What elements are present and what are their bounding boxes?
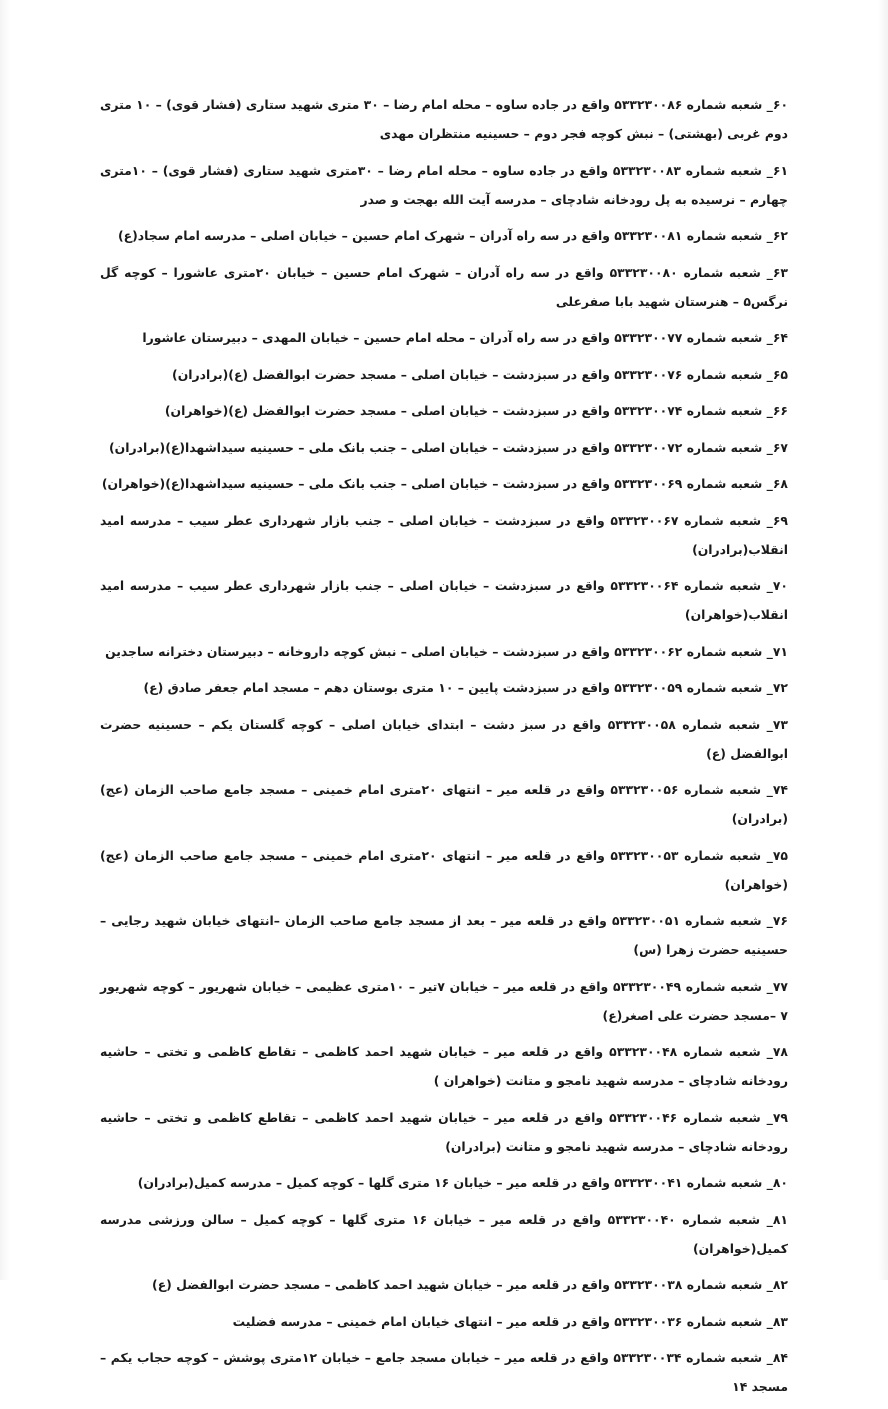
- list-item: ۷۶_ شعبه شماره ۵۳۳۲۳۰۰۵۱ واقع در قلعه میر – بعد از مسجد جامع صاحب الزمان –انتهای خیابان شهید رجایی – حسینیه حضرت زهرا (س): [100, 913, 788, 957]
- list-item: ۷۷_ شعبه شماره ۵۳۳۲۳۰۰۴۹ واقع در قلعه میر – خیابان ۷تیر – ۱۰متری عظیمی – خیابان شهریور – کوچه شهریور ۷ –مسجد حضرت علی اصغر(ع): [100, 978, 788, 1023]
- list-item: ۶۸_ شعبه شماره ۵۳۳۲۳۰۰۶۹ واقع در سبزدشت – خیابان اصلی – جنب بانک ملی – حسینیه سیداشهدا(ع)(خواهران): [101, 476, 788, 491]
- list-item: ۶۶_ شعبه شماره ۵۳۳۲۳۰۰۷۴ واقع در سبزدشت – خیابان اصلی – مسجد حضرت ابوالفضل (ع)(خواهران): [164, 403, 788, 418]
- list-item: ۸۰_ شعبه شماره ۵۳۳۲۳۰۰۴۱ واقع در قلعه میر – خیابان ۱۶ متری گلها – کوچه کمیل – مدرسه کمیل(برادران): [137, 1175, 788, 1190]
- list-item: ۷۳_ شعبه شماره ۵۳۳۲۳۰۰۵۸ واقع در سبز دشت – ابتدای خیابان اصلی – کوچه گلستان یکم – حسینیه حضرت ابوالفضل (ع): [100, 716, 788, 761]
- list-item: ۷۱_ شعبه شماره ۵۳۳۲۳۰۰۶۲ واقع در سبزدشت – خیابان اصلی – نبش کوچه داروخانه – دبیرستان دخترانه ساجدین: [105, 643, 788, 659]
- list-item: ۸۳_ شعبه شماره ۵۳۳۲۳۰۰۳۶ واقع در قلعه میر – انتهای خیابان امام خمینی – مدرسه فضلیت: [232, 1313, 788, 1329]
- branch-list: [100, 90, 788, 1409]
- list-item: ۸۴_ شعبه شماره ۵۳۳۲۳۰۰۳۴ واقع در قلعه میر – خیابان مسجد جامع – خیابان ۱۲متری پوشش – کوچه حجاب یکم – مسجد ۱۴: [100, 1350, 788, 1394]
- list-item: ۸۱_ شعبه شماره ۵۳۳۲۳۰۰۴۰ واقع در قلعه میر – خیابان ۱۶ متری گلها – کوچه کمیل – سالن ورزشی مدرسه کمیل(خواهران): [100, 1211, 788, 1256]
- list-item: ۶۵_ شعبه شماره ۵۳۳۲۳۰۰۷۶ واقع در سبزدشت – خیابان اصلی – مسجد حضرت ابوالفضل (ع)(برادران): [172, 366, 788, 382]
- list-item: ۶۳_ شعبه شماره ۵۳۳۲۳۰۰۸۰ واقع در سه راه آدران – شهرک امام حسین – خیابان ۲۰متری عاشورا – کوچه گل نرگس۵ – هنرستان شهید بابا صفرعلی: [100, 264, 788, 309]
- list-item: ۷۹_ شعبه شماره ۵۳۳۲۳۰۰۴۶ واقع در قلعه میر – خیابان شهید احمد کاظمی – تقاطع کاظمی و تختی – حاشیه رودخانه شادچای – مدرسه شهید نامجو و متانت (برادران): [100, 1109, 788, 1154]
- list-item: ۶۹_ شعبه شماره ۵۳۳۲۳۰۰۶۷ واقع در سبزدشت – خیابان اصلی – جنب بازار شهرداری عطر سیب – مدرسه امید انقلاب(برادران): [100, 512, 788, 557]
- list-item: ۷۲_ شعبه شماره ۵۳۳۲۳۰۰۵۹ واقع در سبزدشت پایین – ۱۰ متری بوستان دهم – مسجد امام جعفر صادق (ع): [143, 680, 788, 695]
- list-item: ۷۰_ شعبه شماره ۵۳۳۲۳۰۰۶۴ واقع در سبزدشت – خیابان اصلی – جنب بازار شهرداری عطر سیب – مدرسه امید انقلاب(خواهران): [100, 578, 788, 622]
- list-item: ۶۲_ شعبه شماره ۵۳۳۲۳۰۰۸۱ واقع در سه راه آدران – شهرک امام حسین – خیابان اصلی – مدرسه امام سجاد(ع): [117, 228, 788, 243]
- list-item: ۶۴_ شعبه شماره ۵۳۳۲۳۰۰۷۷ واقع در سه راه آدران – محله امام حسین – خیابان المهدی – دبیرستان عاشورا: [142, 330, 788, 345]
- list-item: ۷۴_ شعبه شماره ۵۳۳۲۳۰۰۵۶ واقع در قلعه میر – انتهای ۲۰متری امام خمینی – مسجد جامع صاحب الزمان (عج)(برادران): [100, 782, 788, 826]
- list-item: ۶۰_ شعبه شماره ۵۳۳۲۳۰۰۸۶ واقع در جاده ساوه – محله امام رضا – ۳۰ متری شهید ستاری (فشار قوی) – ۱۰ متری دوم غربی (بهشتی) – نبش کوچه فجر دوم – حسینیه منتظران مهدی: [100, 97, 789, 141]
- list-item: ۷۸_ شعبه شماره ۵۳۳۲۳۰۰۴۸ واقع در قلعه میر – خیابان شهید احمد کاظمی – تقاطع کاظمی و تختی – حاشیه رودخانه شادچای – مدرسه شهید نامجو و متانت (خواهران ): [100, 1044, 788, 1088]
- list-item: ۸۲_ شعبه شماره ۵۳۳۲۳۰۰۳۸ واقع در قلعه میر – خیابان شهید احمد کاظمی – مسجد حضرت ابوالفضل (ع): [152, 1277, 788, 1292]
- list-item: ۷۵_ شعبه شماره ۵۳۳۲۳۰۰۵۳ واقع در قلعه میر – انتهای ۲۰متری امام خمینی – مسجد جامع صاحب الزمان (عج)(خواهران): [100, 847, 788, 892]
- list-item: ۶۷_ شعبه شماره ۵۳۳۲۳۰۰۷۲ واقع در سبزدشت – خیابان اصلی – جنب بانک ملی – حسینیه سیداشهدا(ع)(برادران): [108, 439, 788, 455]
- list-item: ۶۱_ شعبه شماره ۵۳۳۲۳۰۰۸۳ واقع در جاده ساوه – محله امام رضا – ۳۰متری شهید ستاری (فشار قوی) – ۱۰متری چهارم – نرسیده به پل رودخانه شادچای – مدرسه آیت الله بهجت و صدر: [100, 162, 789, 207]
